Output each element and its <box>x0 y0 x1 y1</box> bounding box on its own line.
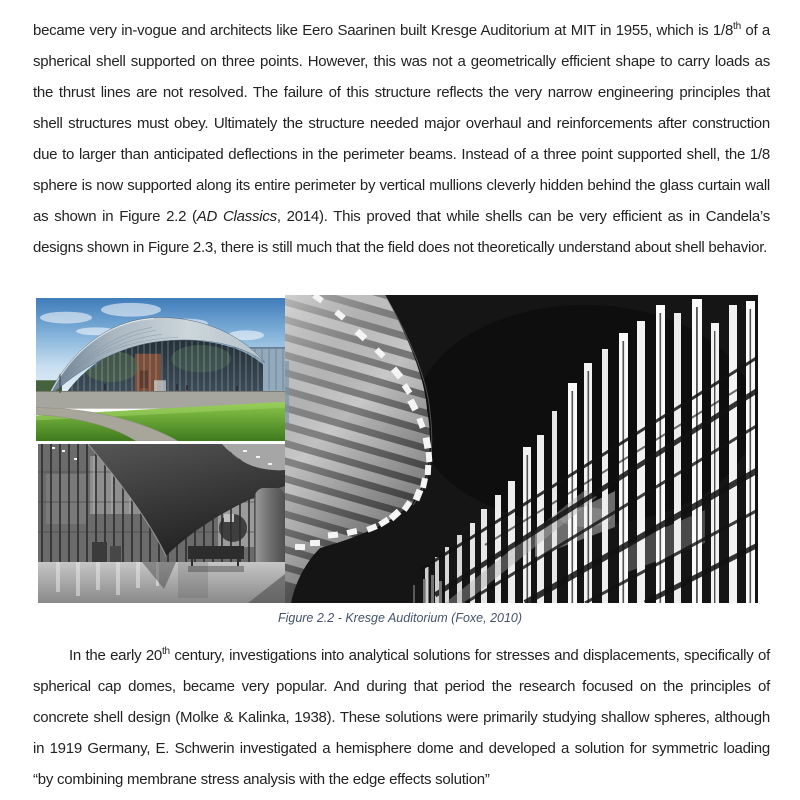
superscript-th: th <box>162 646 170 657</box>
kresge-interior-bw-photo <box>285 295 758 603</box>
figure-caption: Figure 2.2 - Kresge Auditorium (Foxe, 2010) <box>277 611 523 625</box>
figure-2-2 <box>36 295 758 603</box>
citation-ad-classics: AD Classics <box>196 208 277 225</box>
paragraph-2-text: century, investigations into analytical solutions for stresses and displacements, specifically of spherical cap domes, became very popular. And during that period the research focused on the principles of concrete shell design (Molke & Kalinka, 1938). These solutions were primarily studying shallow spheres, although in 1919 Germany, E. Schwerin investigated a hemisphere dome and developed a solution for symmetric loading “by combining membrane stress analysis with the edge effects solution” <box>33 647 771 788</box>
paragraph-1-text: became very in-vogue and architects like Eero Saarinen built Kresge Auditorium at MIT in 1955, which is 1/8 <box>33 22 734 39</box>
paragraph-1-text: of a spherical shell supported on three points. However, this was not a geometrically efficient shape to carry loads as the thrust lines are not resolved. The failure of this structure reflects the very narrow engineering principles that shell structures must obey. Ultimately the structure needed major overhaul and reinforcements after construction due to larger than anticipated deflections in the perimeter beams. Instead of a three point supported shell, the 1/8 sphere is now supported along its entire perimeter by vertical mullions cleverly hidden behind the glass curtain wall as shown in Figure 2.2 ( <box>33 22 771 225</box>
paragraph-2 <box>33 640 770 795</box>
bench <box>188 546 244 572</box>
paragraph-1-text: , 2014). This proved that while shells can be very efficient as in Candela’s designs shown in Figure 2.3, there is still much that the field does not theoretically understand about shell behavior. <box>33 208 770 256</box>
kresge-exterior-photo <box>36 298 285 441</box>
paragraph-2-text: In the early 20 <box>69 647 163 664</box>
kresge-lobby-photo <box>38 444 285 603</box>
superscript-th: th <box>733 21 741 32</box>
paragraph-1 <box>33 15 770 263</box>
